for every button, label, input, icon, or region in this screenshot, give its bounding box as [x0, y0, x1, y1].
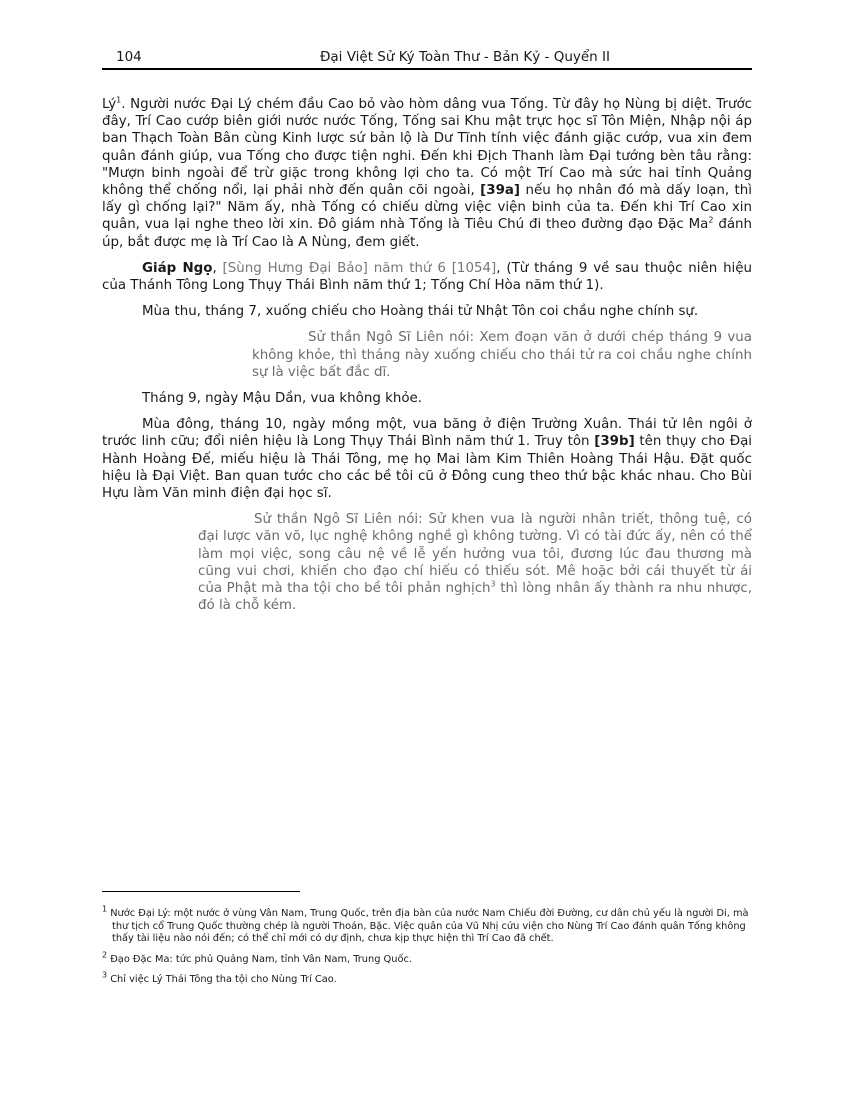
main-text [102, 96, 752, 623]
footnote-text: Chỉ việc Lý Thái Tông tha tội cho Nùng Trí Cao. [110, 974, 337, 986]
paragraph-year-heading [102, 260, 752, 294]
text-run: Sử thần Ngô Sĩ Liên nói: Sử khen vua là người nhân triết, thông tuệ, có đại lược văn võ, lục nghệ không nghề gì không tường. Vì có tài đức ấy, nên có thể làm mọi việc, song câu nệ về lễ yến hưởng vua tôi, đương lúc đau thương mà cũng vui chơi, khiến cho đạo chí hiếu có thiếu sót. Mê hoặc bởi cái thuyết từ ái của Phật mà tha tội cho bề tôi phản nghịch [198, 512, 752, 597]
paragraph-4: Tháng 9, ngày Mậu Dần, vua không khỏe. [142, 391, 423, 407]
page-number: 104 [116, 49, 142, 65]
text-run: , [212, 260, 223, 276]
paragraph-1 [102, 96, 752, 251]
paragraph-3: Mùa thu, tháng 7, xuống chiếu cho Hoàng thái tử Nhật Tôn coi chầu nghe chính sự. [142, 304, 699, 320]
footnote-1 [102, 904, 752, 946]
footnote-ref-2[interactable]: 2 [708, 215, 714, 225]
footnote-number: 2 [102, 950, 108, 960]
text-run: Mùa đông, tháng 10, ngày mồng một, vua băng ở điện Trường Xuân. Thái tử lên ngôi ở trước linh cữu; đổi niên hiệu là Long Thụy Thái Bình năm thứ 1. Truy tôn [102, 417, 752, 450]
footnote-ref-3[interactable]: 3 [490, 579, 496, 589]
paragraph-5 [102, 416, 752, 502]
year-name: Giáp Ngọ [142, 260, 213, 276]
page-header [102, 46, 752, 70]
folio-marker-39b: [39b] [594, 434, 635, 450]
text-run: . Người nước Đại Lý chém đầu Cao bỏ vào hòm dâng vua Tống. Từ đây họ Nùng bị diệt. Trước đây, Trí Cao cướp biên giới nước nước Tống, Tống sai Khu mật trực học sĩ Tôn Miện, Nhập nội áp ban Thạch Toàn Bân cùng Kinh lược sứ bản lộ là Dư Tĩnh tính việc đánh giặc cướp, vua xin đem quân đánh giúp, vua Tống cho được tiện nghi. Đến khi Địch Thanh làm Đại tướng bèn tâu rằng: "Mượn binh ngoài để trừ giặc trong không lợi cho ta. Có một Trí Cao mà sức hai tỉnh Quảng không thể chống nổi, lại phải nhờ đến quân cõi ngoài, [102, 97, 752, 199]
footnotes [102, 904, 752, 995]
footnote-number: 3 [102, 971, 108, 981]
text-run: Lý [102, 97, 117, 112]
historian-comment-1: Sử thần Ngô Sĩ Liên nói: Xem đoạn văn ở dưới chép tháng 9 vua không khỏe, thì tháng này xuống chiếu cho thái tử ra coi chầu nghe chính sự là việc bất đắc dĩ. [252, 330, 752, 380]
footnote-2 [102, 950, 752, 967]
footnote-ref-1[interactable]: 1 [116, 95, 122, 105]
text-run: thì lòng nhân ấy thành ra nhu nhược, đó là chỗ kém. [198, 581, 752, 614]
text-run: , (Từ tháng 9 về sau thuộc niên hiệu của Thánh Tông Long Thụy Thái Bình năm thứ 1; Tống Chí Hòa năm thứ 1). [102, 260, 753, 294]
footnote-text: Đạo Đặc Ma: tức phủ Quảng Nam, tỉnh Vân Nam, Trung Quốc. [110, 953, 412, 965]
footnote-divider [102, 891, 300, 892]
running-title: Đại Việt Sử Ký Toàn Thư - Bản Kỷ - Quyển II [319, 49, 610, 65]
footnote-3 [102, 971, 752, 987]
footnote-number: 1 [102, 904, 108, 914]
era-name: [Sùng Hưng Đại Bảo] năm thứ 6 [1054] [222, 260, 497, 276]
text-run: đánh úp, bắt được mẹ là Trí Cao là A Nùng, đem giết. [102, 217, 753, 250]
folio-marker-39a: [39a] [480, 183, 521, 199]
text-run: tên thụy cho Đại Hành Hoàng Đế, miếu hiệu là Thái Tông, mẹ họ Mai làm Kim Thiên Hoàng Thái Hậu. Đặt quốc hiệu là Đại Việt. Ban quan tước cho các bề tôi cũ ở Đông cung theo thứ bậc khác nhau. Cho Bùi Hựu làm Văn minh điện đại học sĩ. [102, 434, 752, 502]
text-run: nếu họ nhân đó mà dấy loạn, thì lấy gì chống lại?" Năm ấy, nhà Tống có chiếu dừng việc viện binh của ta. Đến khi Trí Cao xin quân, vua lại nghe theo lời xin. Đô giám nhà Tống là Tiêu Chú đi theo đường đạo Đặc Ma [102, 183, 752, 233]
historian-comment-2 [198, 511, 752, 614]
footnote-text: Nước Đại Lý: một nước ở vùng Vân Nam, Trung Quốc, trên địa bàn của nước Nam Chiếu đời Đường, cư dân chủ yếu là người Di, mà thư tịch cổ Trung Quốc thường chép là người Thoán, Bặc. Việc quân của Vũ Nhị cứu viện cho Nùng Trí Cao đánh quân Tống không thấy tài liệu nào nói đến; có thể chỉ mới có dự định, chưa kịp thực hiện thì Trí Cao đã chết. [110, 908, 749, 945]
